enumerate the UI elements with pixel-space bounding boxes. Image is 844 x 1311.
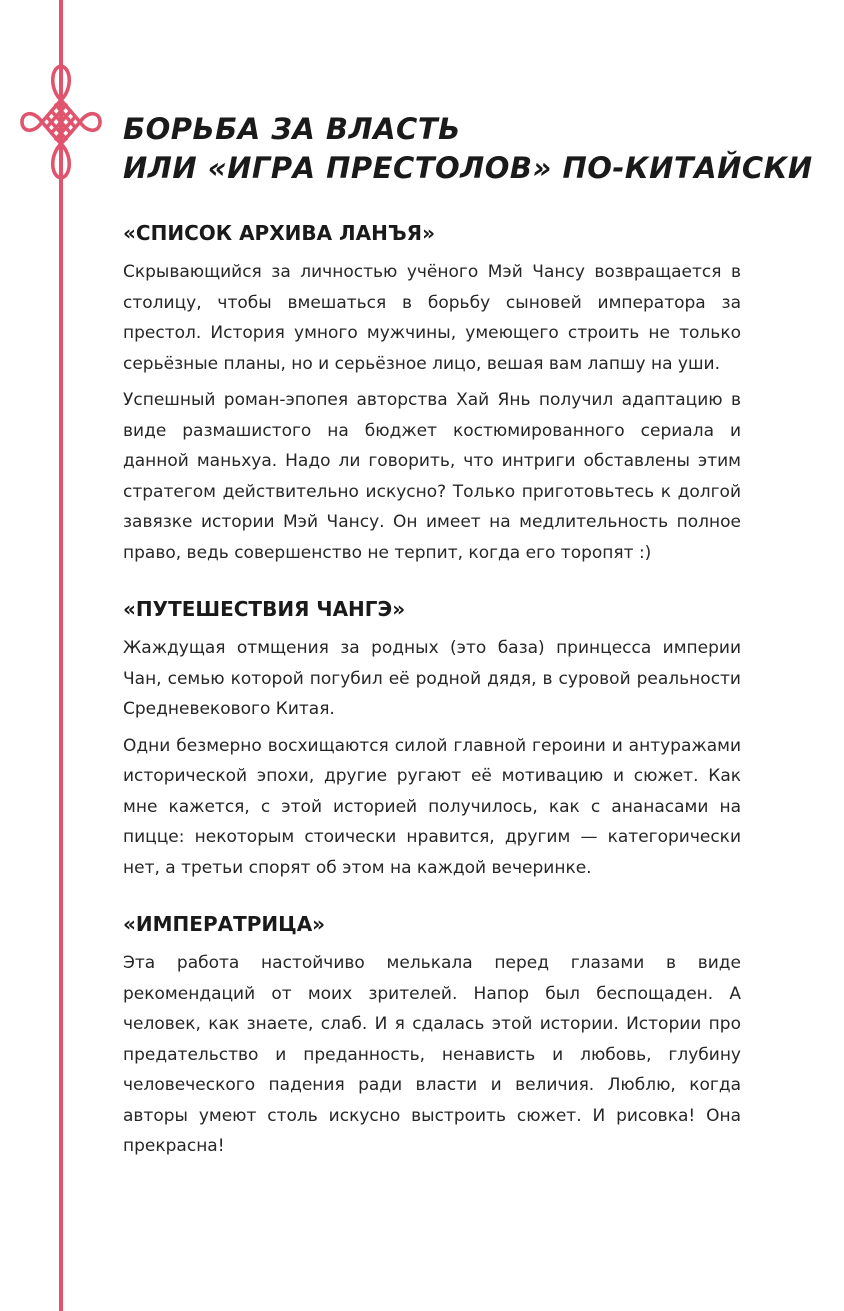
section-chang-ge <box>123 594 741 883</box>
paragraph: Эта работа настойчиво мелькала перед глазами в виде рекомендаций от моих зрителей. Напор был беспощаден. А человек, как знаете, слаб. И я сдалась этой истории. Истории про предательство и преданность, ненависть и любовь, глубину человеческого падения ради власти и величия. Люблю, когда авторы умеют столь искусно выстроить сюжет. И рисовка! Она прекрасна! <box>123 953 741 1156</box>
section-heading: «ИМПЕРАТРИЦА» <box>123 912 326 936</box>
chapter-title-line-2: ИЛИ «ИГРА ПРЕСТОЛОВ» ПО-КИТАЙСКИ <box>123 151 813 185</box>
paragraph: Одни безмерно восхищаются силой главной героини и антуражами исторической эпохи, другие ругают её мотивацию и сюжет. Как мне кажется, с этой историей получилось, как с ананасами на пицце: некоторым стоически нравится, другим — категорически нет, а третьи спорят об этом на каждой вечеринке. <box>123 735 741 878</box>
section-heading: «ПУТЕШЕСТВИЯ ЧАНГЭ» <box>123 597 406 621</box>
paragraph: Жаждущая отмщения за родных (это база) принцесса империи Чан, семью которой погубил её родной дядя, в суровой реальности Средневекового Китая. <box>123 638 741 719</box>
endless-knot-icon <box>20 60 102 184</box>
chapter-title-line-1: БОРЬБА ЗА ВЛАСТЬ <box>123 112 461 146</box>
section-empress <box>123 909 741 1162</box>
section-heading: «СПИСОК АРХИВА ЛАНЪЯ» <box>123 221 435 245</box>
chapter-title <box>123 110 813 188</box>
paragraph: Скрывающийся за личностью учёного Мэй Чансу возвращается в столицу, чтобы вмешаться в борьбу сыновей императора за престол. История умного мужчины, умеющего строить не только серьёзные планы, но и серьёзное лицо, вешая вам лапшу на уши. <box>123 262 741 374</box>
article-content <box>123 218 741 1188</box>
ornament-vertical-line <box>59 0 63 1311</box>
paragraph: Успешный роман-эпопея авторства Хай Янь получил адаптацию в виде размашистого на бюджет костюмированного сериала и данной маньхуа. Надо ли говорить, что интриги обставлены этим стратегом действительно искусно? Только приготовьтесь к долгой завязке истории Мэй Чансу. Он имеет на медлительность полное право, ведь совершенство не терпит, когда его торопят :) <box>123 390 741 563</box>
section-langya <box>123 218 741 568</box>
